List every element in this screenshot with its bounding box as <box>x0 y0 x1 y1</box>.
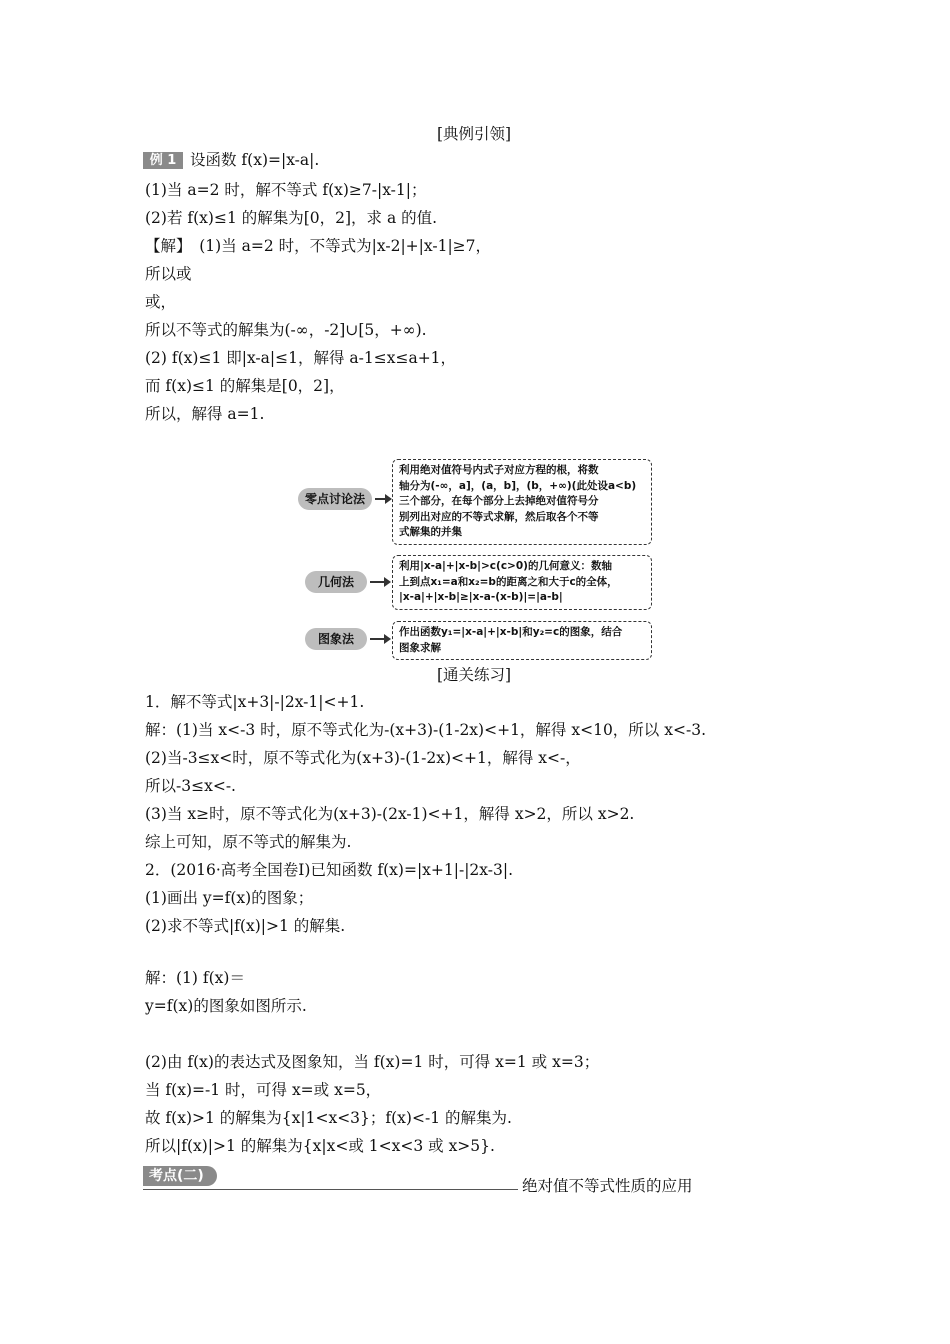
method-geometry-desc: 利用|x-a|+|x-b|>c(c>0)的几何意义：数轴 上到点x₁=a和x₂=b的距离之和大于c的全体， |x-a|+|x-b|≥|x-a-(x-b)|=|a-b| <box>392 555 652 610</box>
example-question-1: (1)当 a=2 时，解不等式 f(x)≥7-|x-1|； <box>145 181 427 199</box>
section-divider <box>143 1189 518 1190</box>
practice-1-step-2: (2)当-3≤x<时，原不等式化为(x+3)-(1-2x)<+1，解得 x<-， <box>145 749 581 767</box>
kaodian-title: 绝对值不等式性质的应用 <box>522 1177 693 1195</box>
practice-2-solution-2: y=f(x)的图象如图所示. <box>145 997 307 1015</box>
solution-line-5: (2) f(x)≤1 即|x-a|≤1，解得 a-1≤x≤a+1， <box>145 349 457 367</box>
practice-2-part-1: (1)画出 y=f(x)的图象； <box>145 889 314 907</box>
practice-2-question: 2．(2016·高考全国卷Ⅰ)已知函数 f(x)=|x+1|-|2x-3|. <box>145 861 514 879</box>
solution-line-4: 所以不等式的解集为(-∞，-2]∪[5，+∞). <box>145 321 427 339</box>
practice-2-part-2: (2)求不等式|f(x)|>1 的解集. <box>145 917 346 935</box>
practice-2-solution-6: 所以|f(x)|>1 的解集为{x|x<或 1<x<3 或 x>5}. <box>145 1137 495 1155</box>
practice-2-solution-5: 故 f(x)>1 的解集为{x|1<x<3}；f(x)<-1 的解集为. <box>145 1109 512 1127</box>
practice-1-question: 1．解不等式|x+3|-|2x-1|<+1. <box>145 693 365 711</box>
method-graph-label: 图象法 <box>305 628 367 650</box>
practice-1-step-1: 解：(1)当 x<-3 时，原不等式化为-(x+3)-(1-2x)<+1，解得 x<10，所以 x<-3. <box>145 721 706 739</box>
kaodian-badge: 考点(二) <box>143 1166 217 1186</box>
practice-2-solution-4: 当 f(x)=-1 时，可得 x=或 x=5， <box>145 1081 382 1099</box>
practice-header: [通关练习] <box>437 666 512 684</box>
example-question-2: (2)若 f(x)≤1 的解集为[0，2]，求 a 的值. <box>145 209 438 227</box>
solution-line-6: 而 f(x)≤1 的解集是[0，2]， <box>145 377 345 395</box>
example-problem: 设函数 f(x)=|x-a|. <box>190 151 320 169</box>
practice-2-solution-3: (2)由 f(x)的表达式及图象知，当 f(x)=1 时，可得 x=1 或 x=3； <box>145 1053 600 1071</box>
solution-line-2: 所以或 <box>145 265 192 283</box>
method-graph-desc: 作出函数y₁=|x-a|+|x-b|和y₂=c的图象，结合 图象求解 <box>392 621 652 660</box>
section-header: [典例引领] <box>437 125 512 143</box>
method-zero-point-label: 零点讨论法 <box>298 488 372 510</box>
example-tag: 例 1 <box>143 152 183 169</box>
arrow-icon <box>375 498 387 500</box>
practice-1-step-3: 所以-3≤x<-. <box>145 777 236 795</box>
practice-1-step-5: 综上可知，原不等式的解集为. <box>145 833 352 851</box>
method-geometry-label: 几何法 <box>305 571 367 593</box>
arrow-icon <box>370 638 386 640</box>
practice-1-step-4: (3)当 x≥时，原不等式化为(x+3)-(2x-1)<+1，解得 x>2，所以 x>2. <box>145 805 635 823</box>
practice-2-solution-1: 解：(1) f(x)＝ <box>145 969 245 987</box>
arrow-icon <box>370 581 386 583</box>
method-zero-point-desc: 利用绝对值符号内式子对应方程的根，将数 轴分为(-∞，a]，(a，b]，(b，+∞)(此处设a<b) 三个部分，在每个部分上去掉绝对值符号分 别列出对应的不等式求解，然后取各个不等 式解集的并集 <box>392 459 652 545</box>
solution-line-3: 或， <box>145 293 177 311</box>
solution-line-7: 所以，解得 a=1. <box>145 405 265 423</box>
solution-line-1: 【解】 (1)当 a=2 时，不等式为|x-2|+|x-1|≥7， <box>145 237 492 255</box>
